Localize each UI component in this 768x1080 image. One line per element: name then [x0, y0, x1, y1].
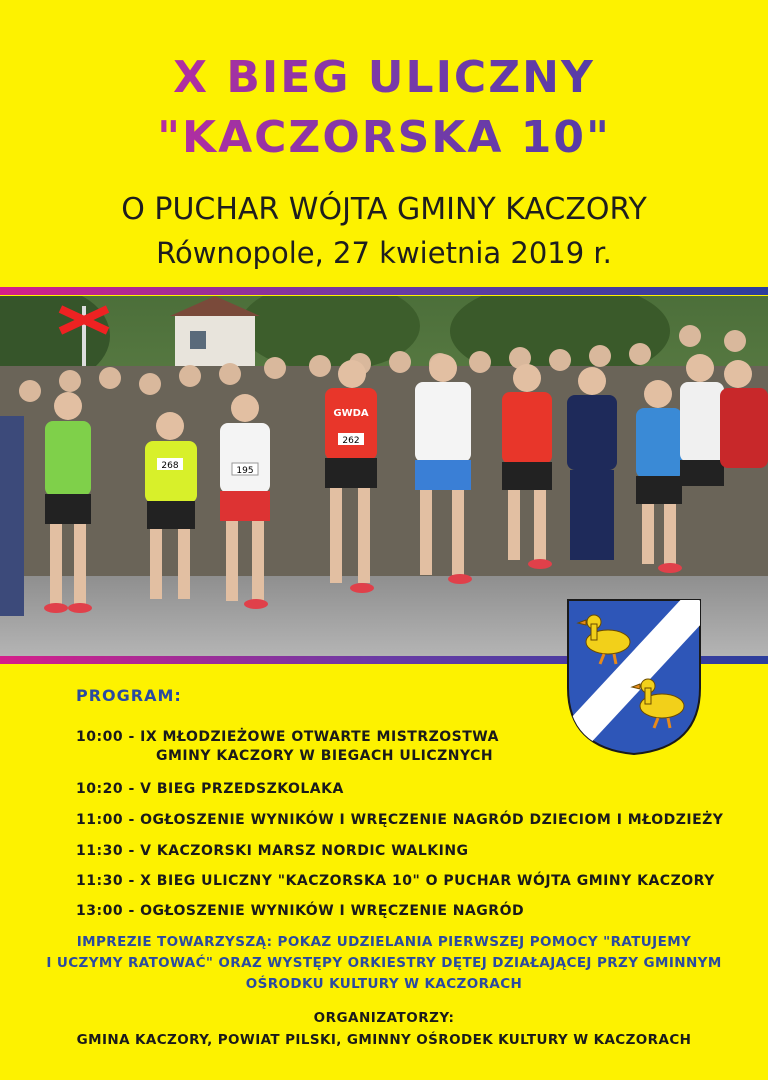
- program-time: 11:30: [76, 843, 124, 859]
- top-stripe: [0, 287, 768, 295]
- accompanying-events: [30, 932, 738, 995]
- title-line-1: X BIEG ULICZNY: [0, 52, 768, 103]
- program-text: IX MŁODZIEŻOWE OTWARTE MISTRZOSTWA: [140, 729, 499, 745]
- program-time: 10:00: [76, 729, 124, 745]
- program-item: 13:00 - OGŁOSZENIE WYNIKÓW I WRĘCZENIE NAGRÓD: [76, 903, 525, 919]
- program-heading: PROGRAM:: [76, 686, 182, 705]
- program-item: 11:30 - V KACZORSKI MARSZ NORDIC WALKING: [76, 843, 469, 859]
- title-line-2: "KACZORSKA 10": [0, 112, 768, 163]
- program-item: 10:20 - V BIEG PRZEDSZKOLAKA: [76, 781, 344, 797]
- program-text: OGŁOSZENIE WYNIKÓW I WRĘCZENIE NAGRÓD DZIECIOM I MŁODZIEŻY: [140, 812, 724, 828]
- program-item: 10:00 - IX MŁODZIEŻOWE OTWARTE MISTRZOSTWA GMINY KACZORY W BIEGACH ULICZNYCH: [76, 729, 499, 764]
- program-item: 11:30 - X BIEG ULICZNY "KACZORSKA 10" O PUCHAR WÓJTA GMINY KACZORY: [76, 873, 715, 889]
- program-text: X BIEG ULICZNY "KACZORSKA 10" O PUCHAR WÓJTA GMINY KACZORY: [140, 873, 715, 889]
- program-time: 13:00: [76, 903, 124, 919]
- program-text: OGŁOSZENIE WYNIKÓW I WRĘCZENIE NAGRÓD: [140, 903, 525, 919]
- program-text-continued: GMINY KACZORY W BIEGACH ULICZNYCH: [156, 748, 494, 764]
- date-place: Równopole, 27 kwietnia 2019 r.: [156, 236, 612, 270]
- program-item: 11:00 - OGŁOSZENIE WYNIKÓW I WRĘCZENIE NAGRÓD DZIECIOM I MŁODZIEŻY: [76, 812, 724, 828]
- organizers-heading: ORGANIZATORZY:: [313, 1010, 455, 1026]
- bib-268: 268: [161, 461, 179, 471]
- program-time: 10:20: [76, 781, 124, 797]
- coat-of-arms-emblem: [566, 598, 702, 756]
- accompanying-line-2: I UCZYMY RATOWAĆ" ORAZ WYSTĘPY ORKIESTRY DĘTEJ DZIAŁAJĄCEJ PRZY GMINNYM: [46, 955, 722, 971]
- program-time: 11:00: [76, 812, 124, 828]
- accompanying-line-3: OŚRODKU KULTURY W KACZORACH: [245, 976, 523, 992]
- accompanying-line-1: IMPREZIE TOWARZYSZĄ: POKAZ UDZIELANIA PIERWSZEJ POMOCY "RATUJEMY: [76, 934, 692, 950]
- shirt-text: GWDA: [333, 408, 369, 419]
- program-time: 11:30: [76, 873, 124, 889]
- program-text: V BIEG PRZEDSZKOLAKA: [140, 781, 344, 797]
- subtitle: O PUCHAR WÓJTA GMINY KACZORY: [121, 192, 647, 227]
- bib-262: 262: [342, 436, 360, 446]
- bib-195: 195: [236, 466, 254, 476]
- program-text: V KACZORSKI MARSZ NORDIC WALKING: [140, 843, 469, 859]
- organizers-text: GMINA KACZORY, POWIAT PILSKI, GMINNY OŚRODEK KULTURY W KACZORACH: [76, 1032, 692, 1048]
